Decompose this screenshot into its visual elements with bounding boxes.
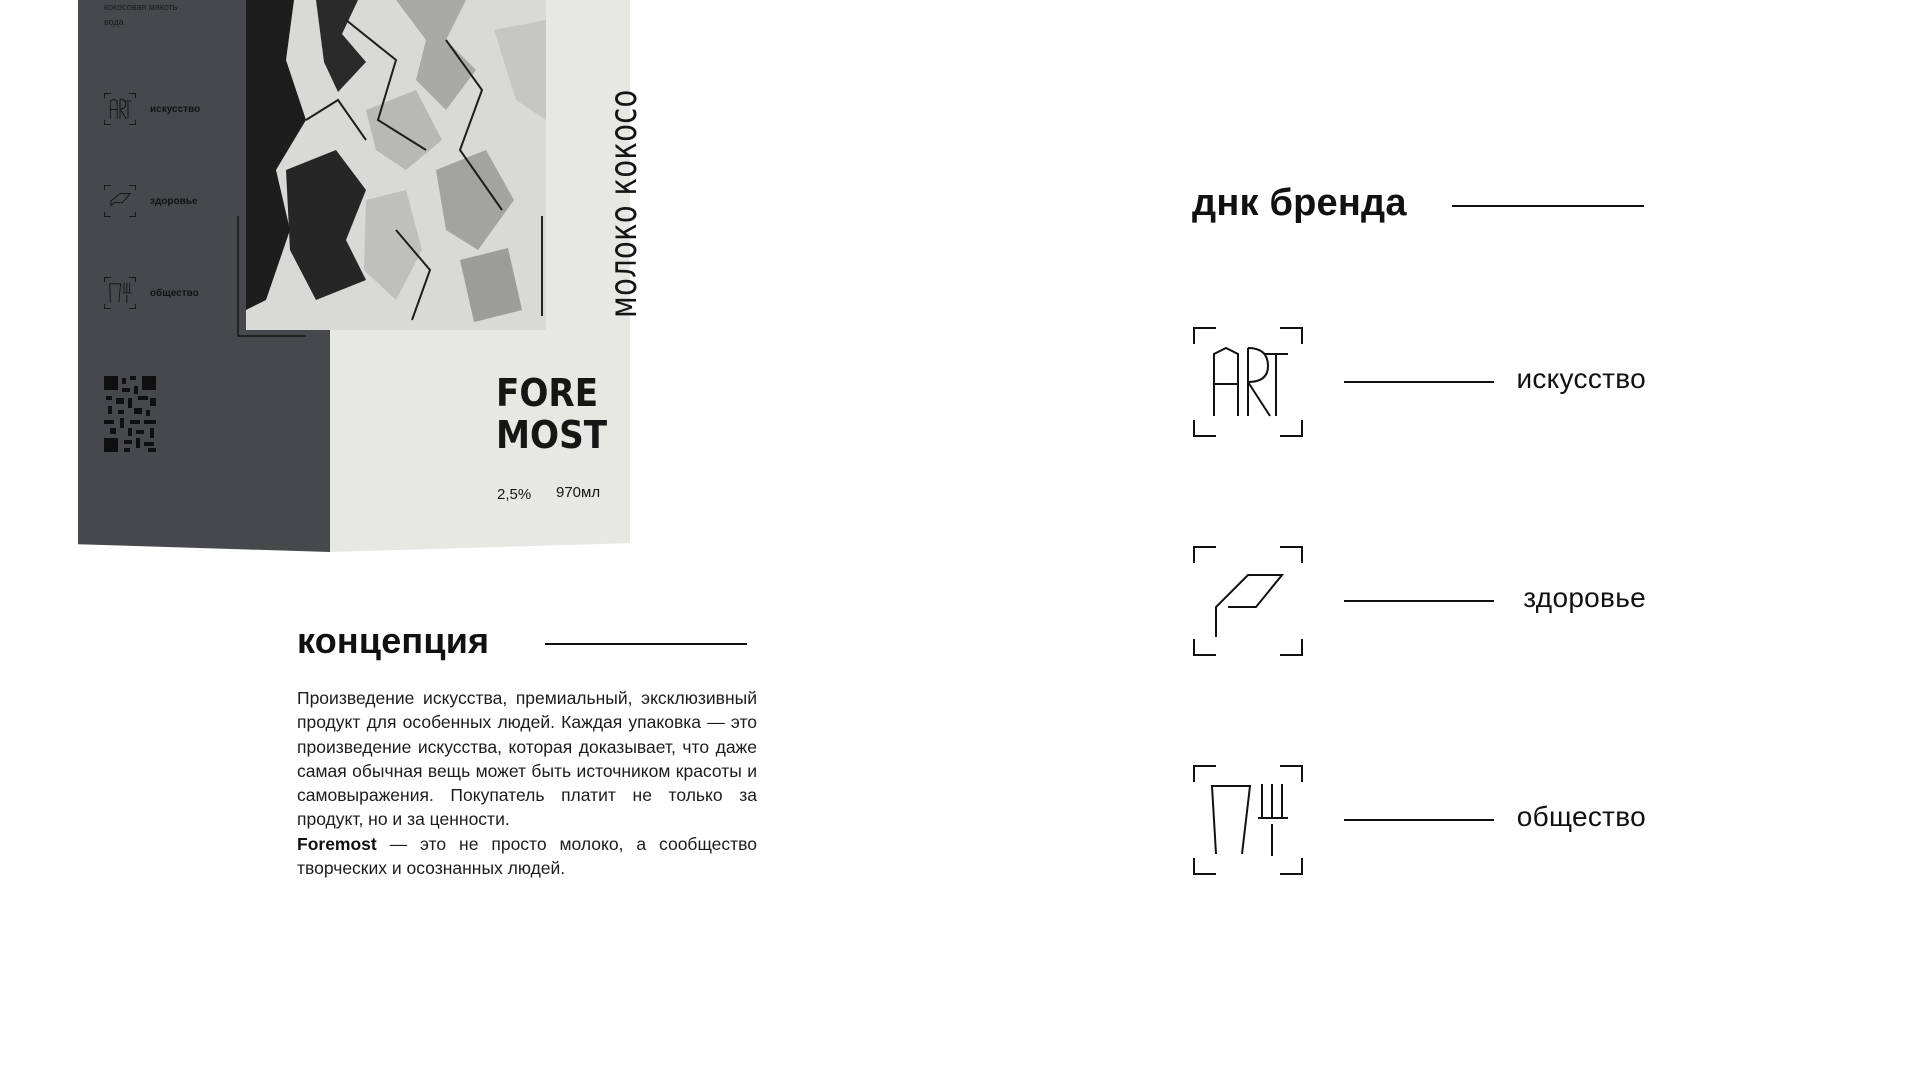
dna-item-label: здоровье [1523,582,1646,613]
concept-closing [297,832,757,881]
package-ingredient: вода [104,17,124,27]
package-brand-line: FORE [496,371,599,415]
package-side-value [104,86,200,132]
package-value-label: искусство [150,103,201,115]
dna-item-society [1192,764,1646,876]
concept-paragraph: Произведение искусства, премиальный, эксклюзивный продукт для особенных людей. Каждая упаковка — это произведение искусства, которая доказывает, что даже самая обычная вещь может быть источником красоты и самовыражения. Покупатель платит не только за продукт, но и за ценности. [297,688,757,830]
dna-item-divider [1344,819,1494,821]
dna-item-label: искусство [1516,363,1646,394]
dna-item-divider [1344,600,1494,602]
package-ingredient: кокосовая мякоть [104,2,178,12]
society-icon [104,270,136,316]
package-fat-content: 2,5% [497,486,532,503]
package-value-label: здоровье [150,195,198,207]
concept-heading: концепция [297,620,490,661]
concept-description [297,686,757,880]
dna-heading: днк бренда [1192,182,1407,224]
package-brand-line: MOST [496,413,608,457]
art-icon [104,86,136,132]
package-volume: 970мл [556,484,601,501]
concept-closing-text: — это не просто молоко, а сообщество творческих и осознанных людей. [297,833,757,879]
dna-item-health [1192,545,1646,657]
package-brand-logo [496,372,607,456]
dna-item-label: общество [1516,801,1646,832]
package-ingredients [104,0,177,30]
package-value-label: общество [150,287,199,299]
concept-brand-name: Foremost [297,833,377,854]
health-icon [1192,545,1304,657]
health-icon [104,178,136,224]
product-package [0,0,645,560]
package-vertical-title: молоко кокосо [602,89,645,318]
dna-heading-divider [1452,205,1644,207]
dna-item-divider [1344,381,1494,383]
package-art-frame [236,216,544,340]
dna-item-art [1192,326,1646,438]
society-icon [1192,764,1304,876]
concept-divider [545,643,747,645]
package-side-value [104,178,198,224]
qr-code-icon [104,376,156,452]
package-side-value [104,270,199,316]
art-icon [1192,326,1304,438]
